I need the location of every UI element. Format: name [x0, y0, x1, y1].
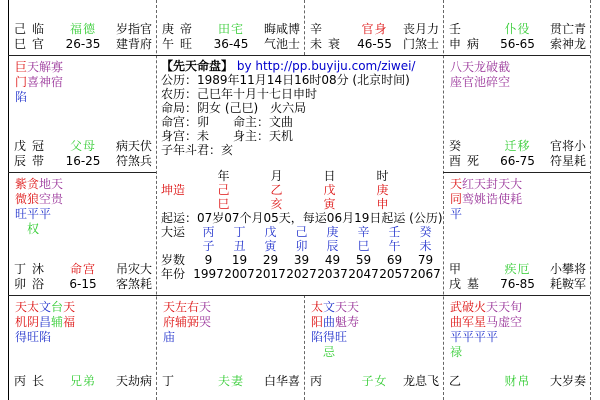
palace-name: 夫妻 [217, 374, 244, 388]
table-cell: 79 [417, 253, 434, 267]
palace-stem-branch: 丙 [310, 374, 329, 388]
table-cell: 戊 [323, 183, 336, 197]
table-cell: 乙 [270, 183, 283, 197]
dayun-branches-row [161, 239, 447, 253]
palace-gods: 龙息飞 [402, 374, 439, 388]
table-cell: 寅 [264, 239, 277, 253]
palace-strip [14, 262, 152, 292]
star-line: 天红天封天大 [450, 177, 523, 191]
chart-title: 【先天命盘】 [161, 59, 234, 73]
star-line: 平平平平 [450, 330, 499, 344]
lunar-date-line: 农历：己巳年十月十七日申时 [161, 87, 318, 101]
age-label: 岁数 [161, 253, 186, 267]
palace-stars [15, 300, 75, 345]
dayun-label: 大运 [161, 225, 186, 239]
ming-ju-line: 命局：阴女 (己巳) 火六局 [161, 101, 307, 115]
table-cell: 卯 [295, 239, 308, 253]
table-cell: 庚 [326, 225, 339, 239]
palace-name: 仆役 [504, 22, 531, 36]
palace-name: 命宫 [69, 262, 96, 276]
palace-wei [305, 0, 443, 55]
table-cell: 未 [419, 239, 432, 253]
star-line: 庙 [163, 330, 176, 344]
palace-stem-branch: 丁沐 卯浴 [14, 262, 51, 291]
table-cell: 日 [323, 169, 336, 183]
table-cell: 2047 [348, 267, 379, 281]
palace-gods: 大岁奏 [549, 374, 586, 388]
star-line: 巨天解寡 [15, 60, 64, 74]
table-cell: 庚 [376, 183, 389, 197]
table-cell: 29 [262, 253, 279, 267]
star-line: 府辅弼哭 [163, 315, 212, 329]
star-line: 陷得旺 [311, 330, 348, 344]
palace-mao [9, 173, 156, 295]
table-cell: 2017 [255, 267, 286, 281]
shen-gong-line: 身宫：未 身主：天机 [161, 129, 294, 143]
dayun-branches [193, 239, 441, 253]
palace-name: 财帛 [504, 374, 531, 388]
palace-stem-branch: 癸 酉死 [449, 139, 486, 168]
pillar-headers [197, 169, 409, 183]
palace-stem-branch: 壬 申病 [449, 22, 486, 51]
table-cell: 69 [386, 253, 403, 267]
table-cell: 申 [376, 197, 389, 211]
four-pillars-table [161, 169, 447, 211]
palace-strip [162, 22, 300, 52]
dayun-ages-row [161, 253, 447, 267]
palace-gods: 吊灾大 客煞耗 [115, 262, 152, 291]
table-cell: 2007 [224, 267, 255, 281]
table-cell: 亥 [270, 197, 283, 211]
ming-gong-line: 命宫：卯 命主：文曲 [161, 115, 294, 129]
table-cell: 19 [231, 253, 248, 267]
table-cell: 59 [355, 253, 372, 267]
palace-ages: 66-75 [500, 154, 535, 168]
palace-xu [444, 173, 590, 295]
palace-stem-branch: 庚帝 午旺 [162, 22, 199, 51]
palace-hai [444, 296, 590, 400]
table-cell: 年 [217, 169, 230, 183]
pillar-stems [197, 183, 409, 197]
table-cell: 午 [388, 239, 401, 253]
palace-wu [157, 0, 304, 55]
palace-gods: 贯亡青 索神龙 [549, 22, 586, 51]
palace-name: 田宅 [217, 22, 244, 36]
star-line: 禄 [450, 345, 463, 359]
source-url-link[interactable]: by http://pp.buyiju.com/ziwei/ [236, 59, 416, 73]
table-cell: 戊 [264, 225, 277, 239]
palace-chen [9, 56, 156, 172]
star-line: 忌 [323, 345, 336, 359]
palace-stem-branch: 乙 [449, 374, 468, 388]
palace-stars [311, 300, 359, 360]
chart-title-line [161, 59, 447, 73]
table-cell: 巳 [217, 197, 230, 211]
dayun-table [161, 225, 447, 281]
palace-gods: 官将小 符星耗 [549, 139, 586, 168]
pillar-header-row [161, 169, 447, 183]
table-cell: 时 [376, 169, 389, 183]
star-line: 陷 [15, 90, 28, 104]
table-cell: 子 [202, 239, 215, 253]
star-line: 曲军星马虚空 [450, 315, 523, 329]
solar-date-line: 公历：1989年11月14日16时08分 (北京时间) [161, 73, 410, 87]
palace-ages: 46-55 [357, 37, 392, 51]
star-line: 得旺陷 [15, 330, 52, 344]
doujun-line: 子年斗君：亥 [161, 143, 234, 157]
star-line: 天左右天 [163, 300, 212, 314]
table-cell: 2027 [286, 267, 317, 281]
palace-strip [449, 262, 586, 292]
star-line: 武破火天天旬 [450, 300, 523, 314]
palace-ages: 6-15 [69, 277, 97, 291]
palace-gods: 小攀将 耗鞍军 [549, 262, 586, 291]
palace-gods: 丧月力 门煞士 [402, 22, 439, 51]
palace-name: 官身 [361, 22, 388, 36]
palace-name: 子女 [361, 374, 388, 388]
palace-strip [14, 374, 152, 389]
palace-stars [450, 177, 522, 222]
table-cell: 49 [324, 253, 341, 267]
palace-gods: 白华喜 [263, 374, 300, 388]
table-cell: 丑 [233, 239, 246, 253]
star-line: 旺平平 [15, 207, 52, 221]
star-line: 天太文台天 [15, 300, 76, 314]
dayun-stems-row [161, 225, 447, 239]
palace-name: 迁移 [504, 139, 531, 153]
palace-strip [14, 22, 152, 52]
table-cell: 39 [293, 253, 310, 267]
table-cell: 2037 [317, 267, 348, 281]
palace-stem-branch: 戊冠 辰带 [14, 139, 51, 168]
table-cell: 丁 [233, 225, 246, 239]
palace-name: 兄弟 [69, 374, 96, 388]
palace-yin [9, 296, 156, 400]
kun-zao-label: 坤造 [161, 183, 186, 197]
palace-ages: 16-25 [65, 154, 101, 168]
star-line: 同鸾姚诰使耗 [450, 192, 523, 206]
palace-ages: 76-85 [500, 277, 535, 291]
palace-strip [449, 22, 586, 52]
table-cell: 2067 [410, 267, 441, 281]
palace-ages: 56-65 [500, 37, 535, 51]
table-cell: 壬 [388, 225, 401, 239]
palace-gods: 病天伏 符煞兵 [115, 139, 152, 168]
table-cell: 辰 [326, 239, 339, 253]
palace-si [9, 0, 156, 55]
dayun-years-row [161, 267, 447, 281]
palace-strip [449, 374, 586, 389]
dayun-years [193, 267, 441, 281]
grid-line-right [590, 0, 591, 400]
table-cell: 1997 [193, 267, 224, 281]
palace-name: 疾厄 [504, 262, 531, 276]
palace-stem-branch: 辛 未衰 [310, 22, 347, 51]
star-line: 微狼空贵 [15, 192, 64, 206]
star-line: 权 [27, 222, 40, 236]
palace-gods: 晦咸博 气池士 [263, 22, 300, 51]
palace-stem-branch: 丁 [162, 374, 181, 388]
pillar-branches-row [161, 197, 447, 211]
table-cell: 巳 [357, 239, 370, 253]
palace-name: 父母 [69, 139, 96, 153]
palace-shen [444, 0, 590, 55]
table-cell: 癸 [419, 225, 432, 239]
palace-stars [163, 300, 211, 345]
dayun-ages [193, 253, 441, 267]
palace-stem-branch: 甲 戌墓 [449, 262, 486, 291]
table-cell: 寅 [323, 197, 336, 211]
table-cell: 9 [204, 253, 213, 267]
palace-stem-branch: 己临 巳官 [14, 22, 51, 51]
table-cell: 月 [270, 169, 283, 183]
star-line: 紫贪地天 [15, 177, 64, 191]
palace-ages: 36-45 [213, 37, 249, 51]
star-line: 门喜神宿 [15, 75, 64, 89]
palace-gods: 天劫病 [115, 374, 152, 388]
palace-stars [450, 300, 522, 360]
dayun-stems [193, 225, 441, 239]
star-line: 八天龙破截 [450, 60, 511, 74]
qiyun-line: 起运：07岁07个月05天，每运06月19日起运 (公历) [161, 211, 443, 225]
table-cell: 己 [295, 225, 308, 239]
palace-chou [157, 296, 304, 400]
palace-stars [450, 60, 510, 90]
star-line: 阳曲魁寿 [311, 315, 360, 329]
center-info-panel [157, 55, 447, 299]
palace-strip [310, 22, 439, 52]
palace-stars [15, 60, 63, 105]
table-cell: 辛 [357, 225, 370, 239]
palace-zi [305, 296, 443, 400]
palace-strip [14, 139, 152, 169]
star-line: 太文天天 [311, 300, 360, 314]
pillar-branches [197, 197, 409, 211]
palace-strip [449, 139, 586, 169]
palace-stem-branch: 丙长 [14, 374, 51, 388]
star-line: 座官池碎空 [450, 75, 511, 89]
table-cell: 2057 [379, 267, 410, 281]
palace-name: 福德 [69, 22, 96, 36]
pillar-stems-row [161, 183, 447, 197]
table-cell: 己 [217, 183, 230, 197]
palace-strip [162, 374, 300, 389]
palace-gods: 岁指官 建背府 [115, 22, 152, 51]
palace-you [444, 56, 590, 172]
year-label: 年份 [161, 267, 186, 281]
palace-stars [15, 177, 63, 237]
table-cell: 丙 [202, 225, 215, 239]
palace-ages: 26-35 [65, 37, 101, 51]
star-line: 机阴昌辅福 [15, 315, 76, 329]
star-line: 平 [450, 207, 463, 221]
palace-strip [310, 374, 439, 389]
